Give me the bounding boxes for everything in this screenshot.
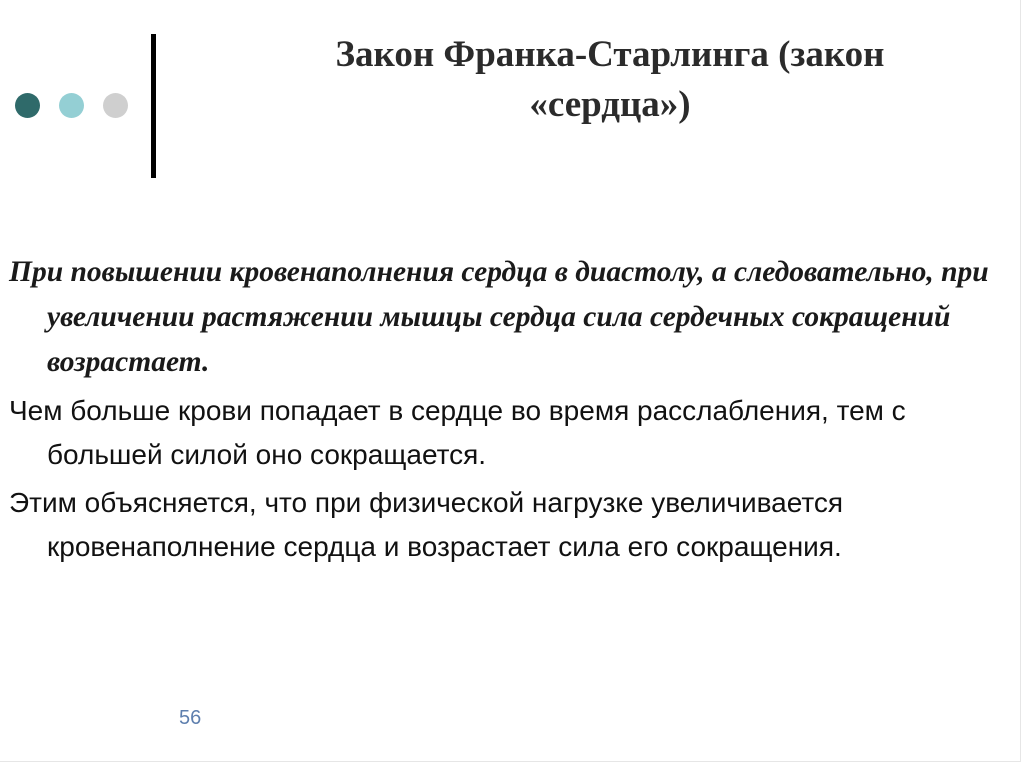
- page-number: 56: [179, 707, 202, 729]
- decorative-dots: [15, 93, 128, 119]
- paragraph-explanation: Чем больше крови попадает в сердце во время расслабления, тем с большей силой оно сокращается.: [9, 395, 906, 470]
- slide-title-line-1: Закон Франка-Старлинга (закон: [335, 34, 885, 75]
- gray-dot-icon: [103, 93, 128, 118]
- paragraph-exercise: Этим объясняется, что при физической нагрузке увеличивается кровенаполнение сердца и возрастает сила его сокращения.: [9, 487, 844, 562]
- dark-teal-dot-icon: [15, 93, 40, 118]
- slide-title-line-2: «сердца»): [529, 84, 691, 125]
- title-divider-line: [151, 34, 156, 178]
- slide-title: [250, 30, 970, 130]
- slide-body: [9, 250, 1009, 571]
- light-teal-dot-icon: [59, 93, 84, 118]
- paragraph-law-statement: При повышении кровенаполнения сердца в диастолу, а следовательно, при увеличении растяжении мышцы сердца сила сердечных сокращений возрастает.: [9, 256, 989, 378]
